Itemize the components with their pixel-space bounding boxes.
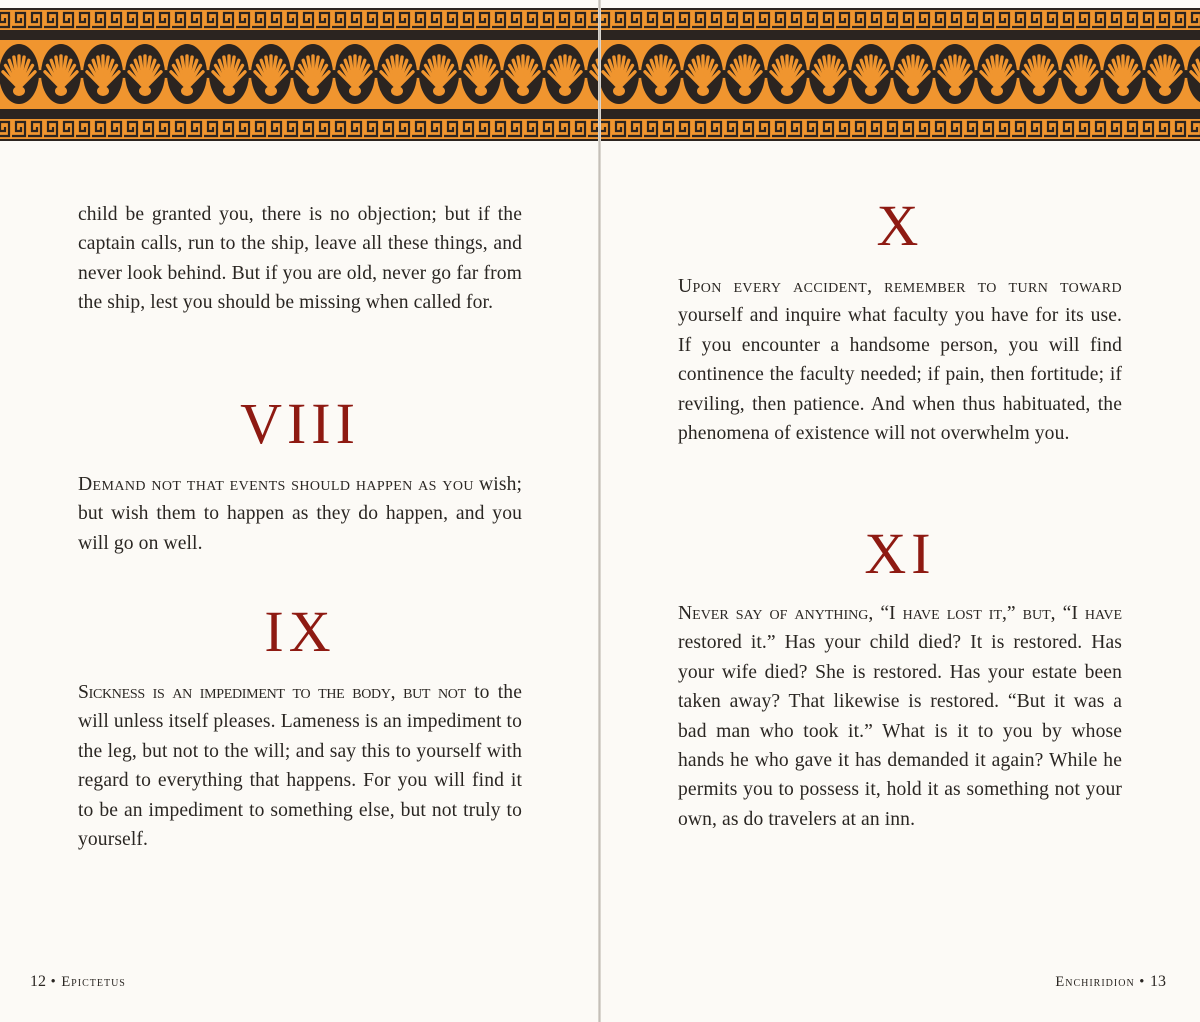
section-text: restored it.” Has your child died? It is restored. Has your wife died? She is restored. Has your estate been taken away? That likewise is restored. “But it was a bad man who took it.” What is it to you by whose hands he who gave it has demanded it again? While he permits you to possess it, hold it as something not your own, as do travelers at an inn. bbox=[678, 632, 1122, 830]
section-text: yourself and inquire what faculty you have for its use. If you encounter a handsome person, you will find continence the faculty needed; if pain, then fortitude; if reviling, then patience. And when thus habituated, the phenomena of existence will not overwhelm you. bbox=[678, 305, 1122, 445]
section-lead: Sickness is an impediment to the body, but not bbox=[78, 682, 466, 703]
footer-bullet: • bbox=[50, 974, 57, 990]
continuation-paragraph: child be granted you, there is no objection; but if the captain calls, run to the ship, leave all these things, and never look behind. But if you are old, never go far from the ship, lest you should be missing when called for. bbox=[78, 204, 522, 314]
left-continuation-text bbox=[78, 200, 522, 318]
section-numeral: X bbox=[876, 193, 924, 258]
section-paragraph bbox=[78, 678, 522, 854]
book-gutter bbox=[598, 0, 601, 1022]
section-ix-body bbox=[78, 678, 522, 854]
section-numeral: IX bbox=[264, 599, 336, 664]
section-numeral: VIII bbox=[240, 391, 360, 456]
greek-key-border bbox=[600, 8, 1200, 141]
section-text: to the will unless itself pleases. Lameness is an impediment to the leg, but not to the will; and say this to yourself with regard to everything that happens. For you will find it to be an impediment to something else, but not truly to yourself. bbox=[78, 682, 522, 851]
right-page bbox=[600, 0, 1200, 1022]
footer-bullet: • bbox=[1139, 974, 1146, 990]
running-title: Enchiridion bbox=[1055, 974, 1135, 990]
section-lead: Demand not that events should happen as you bbox=[78, 474, 474, 495]
section-paragraph bbox=[678, 272, 1122, 448]
section-numeral: XI bbox=[864, 521, 936, 586]
page-number: 12 bbox=[30, 973, 46, 990]
section-lead: Never say of anything, “I have lost it,” but, “I have bbox=[678, 603, 1122, 624]
section-lead: Upon every accident, remember to turn toward bbox=[678, 276, 1122, 297]
greek-key-border bbox=[0, 8, 600, 141]
section-paragraph bbox=[78, 470, 522, 558]
section-viii-body bbox=[78, 470, 522, 558]
section-paragraph bbox=[678, 599, 1122, 834]
running-title: Epictetus bbox=[61, 974, 126, 990]
left-footer bbox=[30, 973, 126, 991]
section-xi bbox=[678, 521, 1122, 586]
section-x bbox=[678, 193, 1122, 258]
section-text: wish; but wish them to happen as they do happen, and you will go on well. bbox=[78, 474, 523, 554]
section-x-body bbox=[678, 272, 1122, 448]
section-viii bbox=[78, 391, 522, 456]
page-number: 13 bbox=[1150, 973, 1166, 990]
section-xi-body bbox=[678, 599, 1122, 834]
right-footer bbox=[1055, 973, 1166, 991]
section-ix bbox=[78, 599, 522, 664]
